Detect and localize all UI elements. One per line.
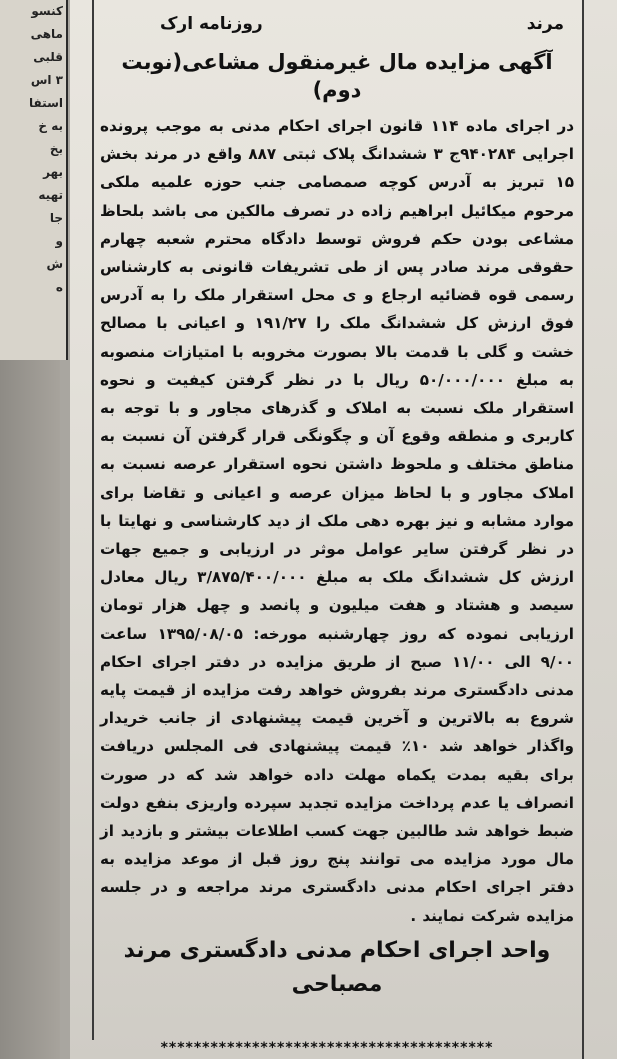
notice-title: آگهی مزایده مال غیرمنقول مشاعی(نوبت دوم)	[121, 50, 553, 102]
auction-notice	[100, 14, 574, 1002]
fragment-line: بخ	[49, 142, 63, 156]
notice-header	[100, 14, 574, 44]
fragment-line: قلبی	[33, 50, 63, 64]
notice-body: در اجرای ماده ۱۱۴ قانون اجرای احکام مدنی به موجب پرونده اجرایی ۹۴۰۲۸۴ج ۳ ششدانگ پلاک ثبتی ۸۸۷ واقع در مرند بخش ۱۵ تبریز به آدرس کوچه صمصامی جنب حوزه علمیه ملکی مرحوم میکائیل ابراهیم زاده در تصرف مالکین می باشد بلحاظ مشاعی بودن حکم فروش توسط دادگاه محترم شعبه چهارم حقوقی مرند صادر پس از طی تشریفات قانونی به کارشناس رسمی قوه قضائیه ارجاع و ی محل استقرار ملک را به آدرس فوق ارزش کل ششدانگ ملک را ۱۹۱/۲۷ و اعیانی با مصالح خشت و گلی با قدمت بالا بصورت مخروبه با امتیازات منصوبه به مبلغ ۵۰/۰۰۰/۰۰۰ ریال با در نظر گرفتن کیفیت و نحوه استقرار ملک نسبت به املاک و گذرهای مجاور و با توجه به کاربری و منطقه وقوع آن و چگونگی قرار گرفتن آن نسبت به مناطق مختلف و ملحوظ داشتن نحوه استقرار عرصه نسبت به املاک مجاور و با لحاظ میزان عرصه و اعیانی و تقاضا برای موارد مشابه و نیز بهره دهی ملک از دید کارشناسی و نهایتا با در نظر گرفتن سایر عوامل موثر در ارزیابی و جمیع جهات ارزش کل ششدانگ ملک به مبلغ ۳/۸۷۵/۴۰۰/۰۰۰ ریال معادل سیصد و هشتاد و هفت میلیون و پانصد و چهل هزار تومان ارزیابی نموده که روز چهارشنبه مورخه: ۱۳۹۵/۰۸/۰۵ ساعت ۹/۰۰ الی ۱۱/۰۰ صبح از طریق مزایده در دفتر اجرای احکام مدنی دادگستری مرند بفروش خواهد رفت مزایده از قیمت پایه شروع به بالاترین و آخرین قیمت پیشنهادی از جانب خریدار واگذار خواهد شد ۱۰٪ قیمت پیشنهادی فی المجلس دریافت برای بقیه بمدت یکماه مهلت داده خواهد شد که در صورت انصراف یا عدم پرداخت مزایده تجدید سپرده واریزی بنفع دولت ضبط خواهد شد طالبین جهت کسب اطلاعات بیشتر و بازدید از مال مورد مزایده می توانند پنج روز قبل از موعد مزایده به دفتر اجرای احکام مدنی دادگستری مرند مراجعه و در جلسه مزایده شرکت نمایند .	[100, 117, 574, 925]
fragment-line: تهیه	[38, 188, 63, 202]
fragment-line: به خ	[38, 119, 63, 133]
page-shadow	[0, 360, 60, 1059]
fragment-line: ش	[46, 257, 63, 271]
fragment-line: بهر	[43, 165, 63, 179]
city-name: مرند	[526, 14, 564, 34]
fragment-line: جا	[49, 211, 63, 225]
fragment-line: و	[55, 234, 63, 248]
column-divider-left	[92, 0, 94, 1040]
newspaper-name: روزنامه ارک	[160, 14, 263, 34]
signer-name: مصباحی	[291, 971, 383, 997]
adjacent-column-fragment	[0, 0, 68, 360]
fragment-line: کنسو	[31, 4, 63, 18]
fragment-line: ه	[55, 280, 63, 294]
fragment-line: ماهی	[30, 27, 63, 41]
fragment-line: ۳ اس	[30, 73, 63, 87]
issuing-office: واحد اجرای احکام مدنی دادگستری مرند	[123, 937, 551, 963]
adjacent-column-right	[584, 0, 617, 1059]
fragment-line: استفا	[29, 96, 63, 110]
bottom-divider: ****************************************	[160, 1040, 494, 1056]
